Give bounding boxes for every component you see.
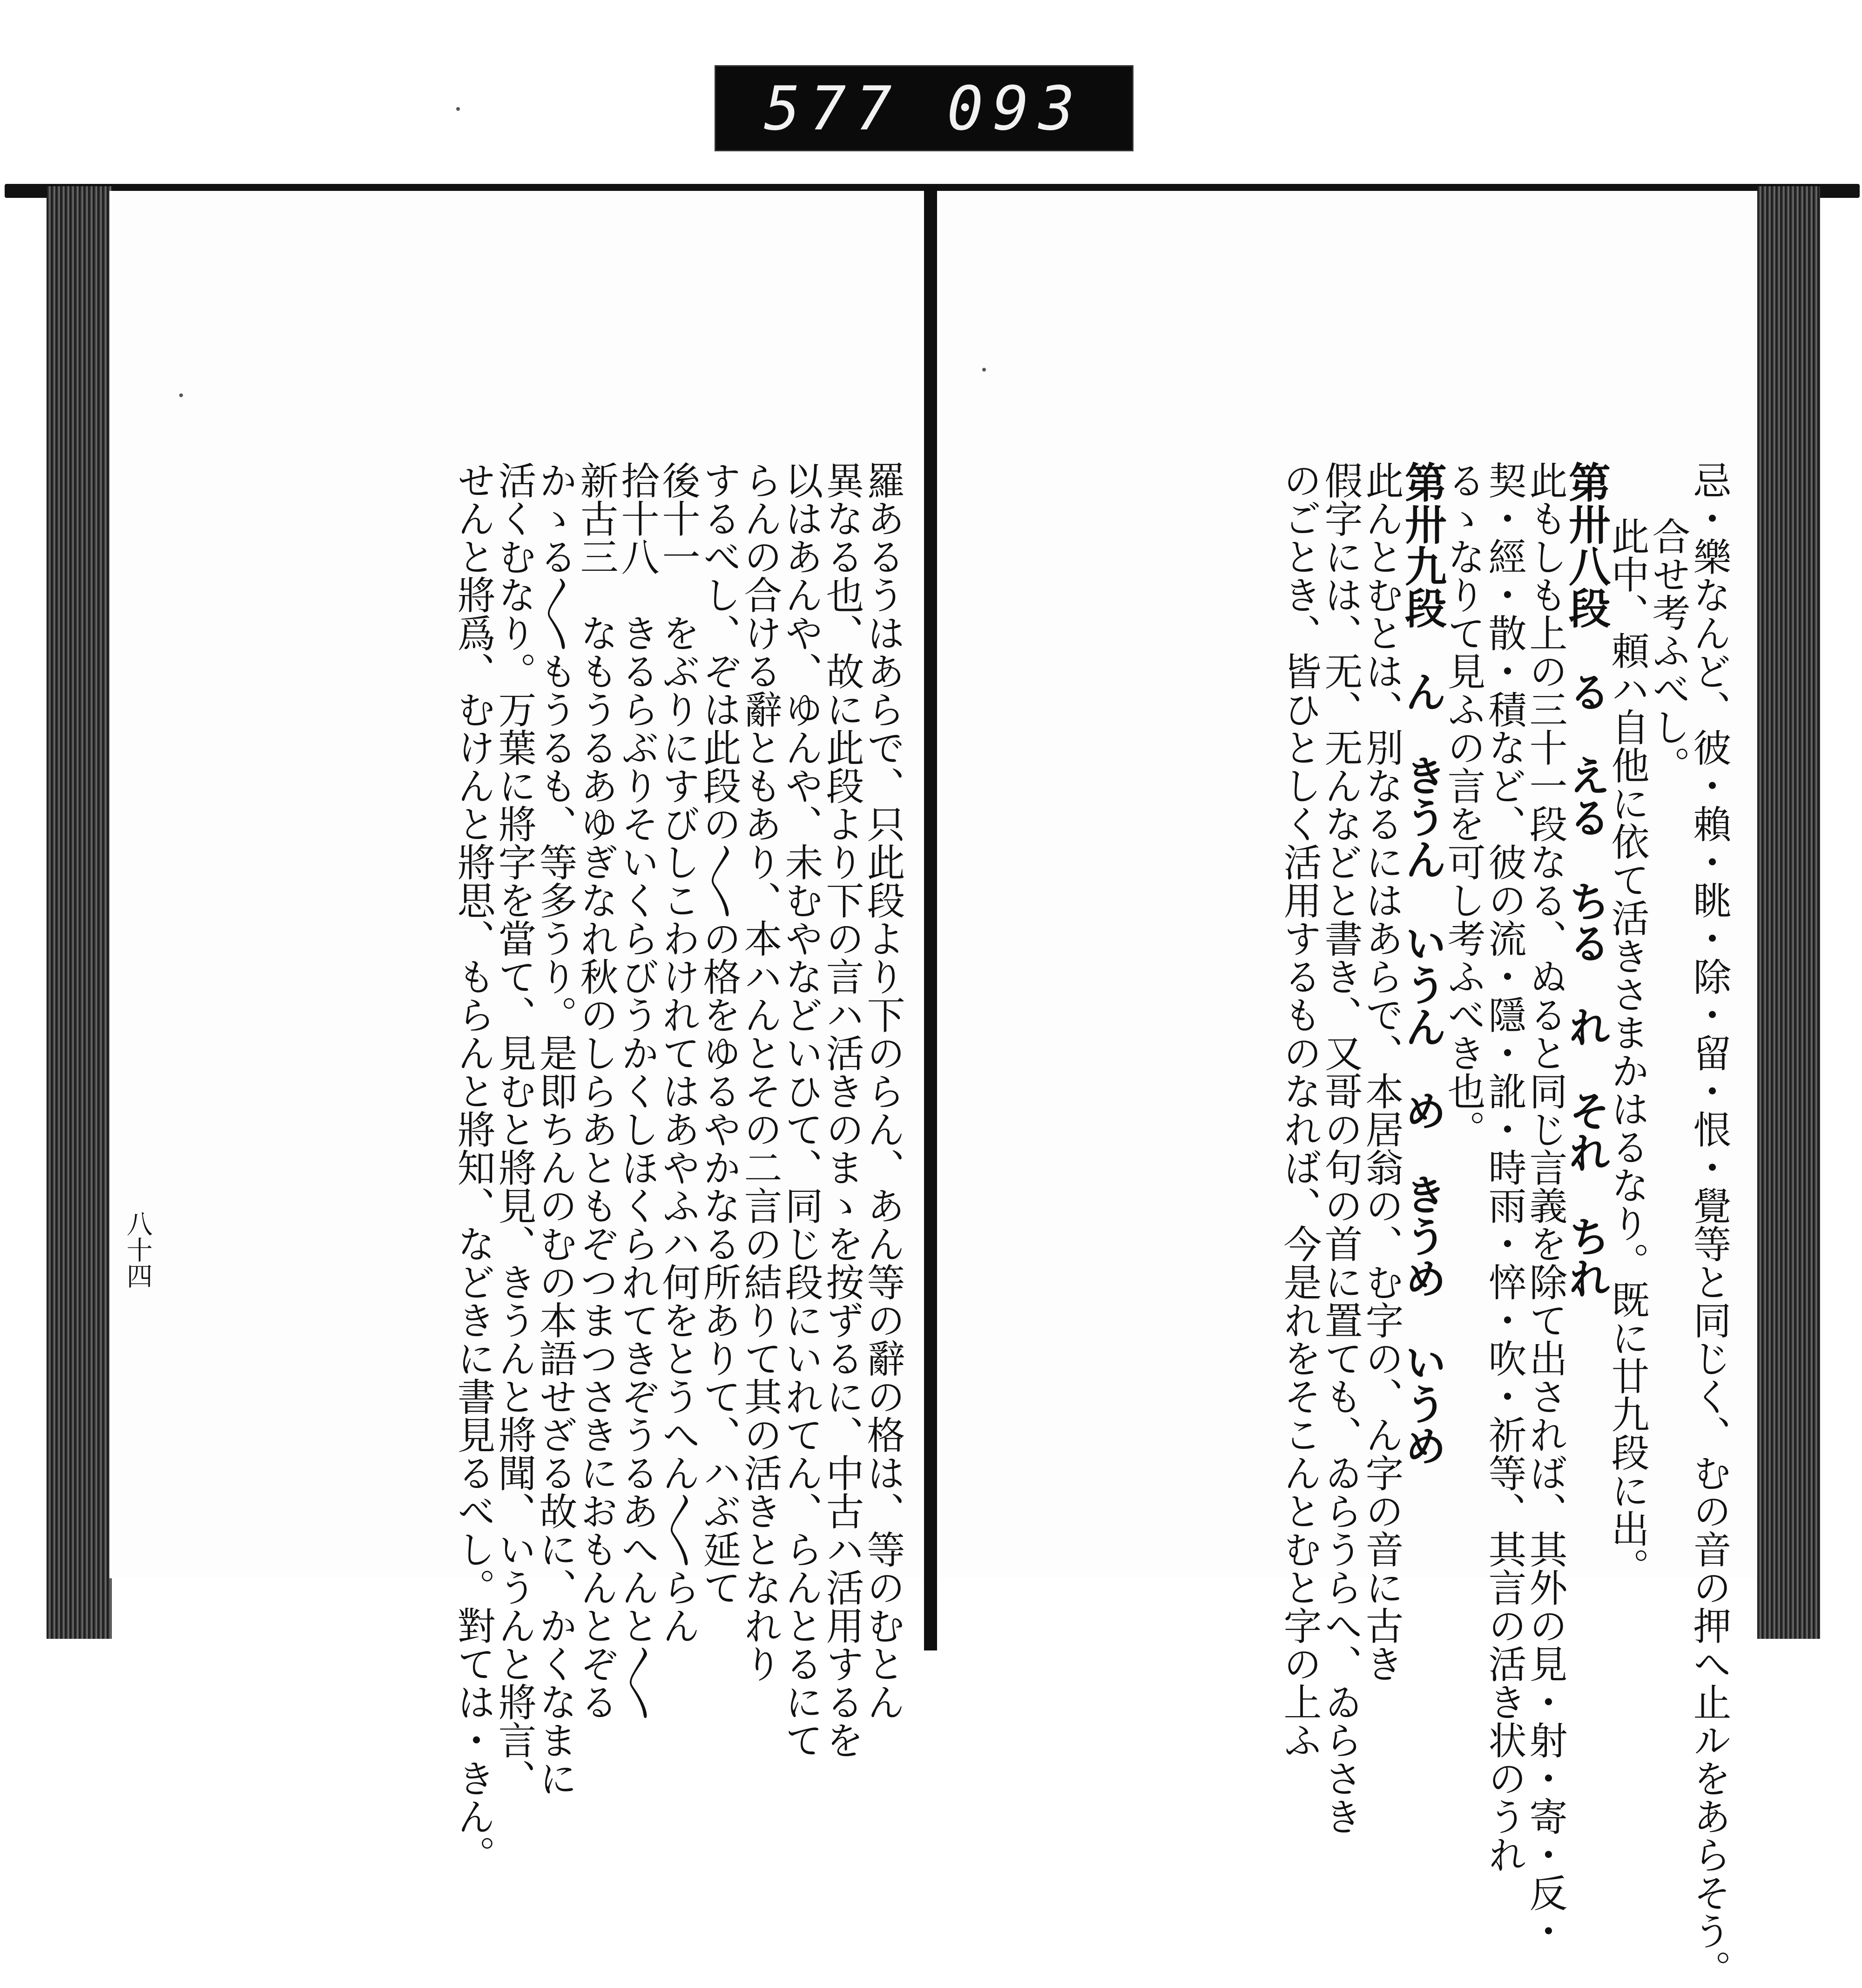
text-column: らんの合ける辭ともあり、本ハんとその二言の結りて其の活きとなれり: [738, 461, 782, 1683]
text-column: するべし、ぞは此段の〳〵の格をゆるやかなる所ありて、ハぶ延て: [697, 461, 741, 1606]
text-column: 忌・樂なんど、彼・賴・眺・除・留・恨・覺等と同じく、むの音の押へ止ルをあらそう。: [1687, 461, 1731, 1988]
section-heading: 第卅八段 る える ちる れ それ ちれ: [1561, 461, 1611, 1299]
page-number: 八十四: [122, 1210, 153, 1289]
reel-number-label: 577 093: [715, 65, 1133, 151]
scan-speck: [456, 107, 460, 111]
right-page-text: [971, 461, 1731, 1988]
text-column: 新古三 なもうるあゆぎなれ秋のしらあともぞつまつさきにおもんとぞる: [574, 461, 618, 1721]
right-page-edges: [1757, 186, 1820, 1639]
text-column: 此んとむとは、別なるにはあらで、本居翁の、む字の、ん字の音に古き: [1359, 461, 1403, 1683]
text-column: 合せ考ふべし。: [1646, 517, 1690, 784]
scan-speck: [982, 368, 986, 372]
text-column: のごとき、皆ひとしく活用するものなれば、今是れをそこんとむと字の上ふ: [1277, 461, 1322, 1759]
text-column: 以はあんや、ゆんや、未むやなどいひて、同じ段にいれてん、らんとるにて: [779, 461, 823, 1759]
text-column: 契・經・散・積など、彼の流・隱・訛・時雨・悴・吹・祈等、其言の活き状のうれ: [1482, 461, 1526, 1873]
text-column: 假字には、无、无んなどと書き、又哥の句の首に置ても、ゐらうらへ、ゐらさき: [1318, 461, 1363, 1835]
text-column: 此中、頼ハ自他に依て活きさまかはるなり。既に廿九段に出。: [1605, 517, 1649, 1586]
text-column: 拾十八 きるらぶりそいくらびうかくしほくられてきぞうるあへんと〳〵: [615, 461, 659, 1721]
text-column: 後十一 をぶりにすびしこわけれてはあやふハ何をとうへん〳〵らん: [656, 461, 700, 1644]
scan-speck: [179, 393, 183, 397]
left-page-text: [149, 461, 905, 1873]
text-column: 羅あるうはあらで、只此段より下のらん、あん等の辭の格は、等のむとん: [861, 461, 905, 1721]
text-column: るゝなりて見ふの言を可し考ふべき也。: [1441, 461, 1485, 1148]
section-heading: 第卅九段 ん きうん いうん め きうめ いうめ: [1397, 461, 1447, 1467]
book-spine: [924, 186, 937, 1650]
text-column: 活くむなり。万葉に將字を當て、見むと將見、きうんと將聞、いうんと將言、: [492, 461, 536, 1797]
text-column: かゝる〳〵もうるも、等多うり。是即ちんのむの本語せざる故に、かくなまに: [533, 461, 577, 1797]
text-column: せんと將爲、むけんと將思、もらんと將知、などきに書見るべし。對ては・きん。: [451, 461, 495, 1873]
text-column: 異なる也、故に此段より下の言ハ活きのまゝを按ずるに、中古ハ活用するを: [820, 461, 864, 1759]
text-column: 此もしも上の三十一段なる、ぬると同じ言義を除て出されば、其外の見・射・寄・反・: [1523, 461, 1567, 1950]
left-page-edges: [47, 186, 112, 1639]
